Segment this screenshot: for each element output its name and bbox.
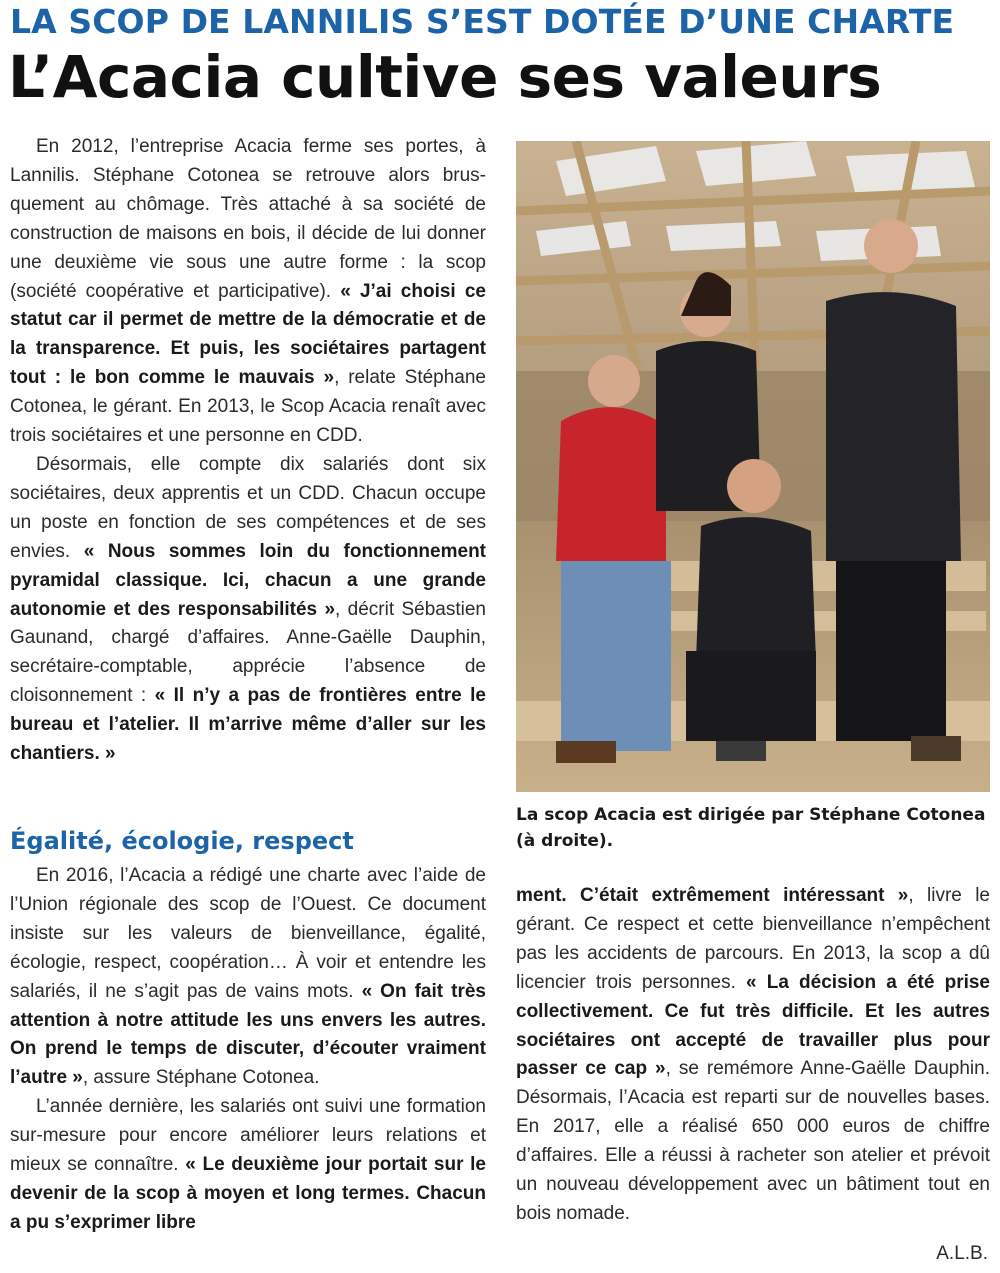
paragraph-1: En 2012, l’entreprise Acacia ferme ses portes, à Lannilis. Stéphane Cotonea se retrouve alors brusquement au chômage. Très attaché à sa société de construction de maisons en bois, il décide de lui donner une deuxième vie sous une autre forme : la scop (société coopérative et participative). « J’ai choisi ce statut car il permet de mettre de la démocratie et de la transparence. Et puis, les sociétaires partagent tout : le bon comme le mauvais », relate Stéphane Cotonea, le gérant. En 2013, le Scop Acacia renaît avec trois sociétaires et une personne en CDD.	[10, 136, 486, 447]
quote-formation: « Le deuxième jour portait sur le devenir de la scop à moyen et long termes. Chacun a pu s’exprimer libre	[10, 1154, 486, 1233]
quote-cotonea-statut: « J’ai choisi ce statut car il permet de mettre de la démocratie et de la transparence. Et puis, les sociétaires partagent tout : le bon comme le mauvais »	[10, 280, 486, 389]
article-column-left-top	[10, 133, 486, 769]
kicker: LA SCOP DE LANNILIS S’EST DOTÉE D’UNE CHARTE	[10, 2, 955, 41]
paragraph-5: ment. C’était extrêmement intéressant », livre le gérant. Ce respect et cette bienveillance n’empêchent pas les accidents de parcours. En 2013, la scop a dû licencier trois personnes. « La décision a été prise collectivement. Ce fut très difficile. Et les autres sociétaires ont accepté de travailler plus pour passer ce cap », se remémore Anne-Gaëlle Dauphin. Désormais, l’Acacia est reparti sur de nouvelles bases. En 2017, elle a réalisé 650 000 euros de chiffre d’affaires. Elle a réussi à racheter son atelier et prévoit un nouveau développement avec un bâtiment tout en bois nomade.	[516, 885, 990, 1224]
paragraph-2: Désormais, elle compte dix salariés dont six sociétaires, deux apprentis et un CDD. Chacun occupe un poste en fonction de ses compétences et de ses envies. « Nous sommes loin du fonctionnement pyramidal classique. Ici, chacun a une grande autonomie et des responsabilités », décrit Sébastien Gaunand, chargé d’affaires. Anne-Gaëlle Dauphin, secrétaire-comptable, apprécie l’absence de cloisonnement : « Il n’y a pas de frontières entre le bureau et l’atelier. Il m’arrive même d’aller sur les chantiers. »	[10, 453, 486, 765]
quote-cotonea-attitude: « On fait très attention à notre attitude les uns envers les autres. On prend le temps de discuter, d’écouter vraiment l’autre »	[10, 980, 486, 1089]
section-subheading: Égalité, écologie, respect	[10, 827, 354, 855]
headline: L’Acacia cultive ses valeurs	[8, 43, 882, 111]
quote-dauphin-decision: « La décision a été prise collectivement. Ce fut très difficile. Et les autres sociétaires ont accepté de travailler plus pour passer ce cap »	[516, 971, 990, 1080]
quote-formation-end: ment. C’était extrêmement intéressant »	[516, 885, 909, 906]
team-photo	[516, 141, 990, 792]
article-column-right-bottom	[516, 882, 990, 1229]
byline: A.L.B.	[936, 1243, 988, 1264]
photo-caption: La scop Acacia est dirigée par Stéphane Cotonea (à droite).	[516, 805, 986, 851]
quote-gaunand: « Nous sommes loin du fonctionnement pyramidal classique. Ici, chacun a une grande autonomie et des responsabilités »	[10, 540, 486, 620]
paragraph-3: En 2016, l’Acacia a rédigé une charte avec l’aide de l’Union régionale des scop de l’Ouest. Ce document insiste sur les valeurs de bienveillance, égalité, écologie, respect, coopération… À voir et entendre les salariés, il ne s’agit pas de vains mots. « On fait très attention à notre attitude les uns envers les autres. On prend le temps de discuter, d’écouter vraiment l’autre », assure Stéphane Cotonea.	[10, 865, 486, 1089]
article-column-left-bottom	[10, 862, 486, 1238]
quote-dauphin-atelier: « Il n’y a pas de frontières entre le bureau et l’atelier. Il m’arrive même d’aller sur les chantiers. »	[10, 685, 486, 765]
paragraph-4: L’année dernière, les salariés ont suivi une formation sur-mesure pour encore améliorer leurs relations et mieux se connaître. « Le deuxième jour portait sur le devenir de la scop à moyen et long termes. Chacun a pu s’exprimer libre	[10, 1096, 486, 1233]
workshop-photo-illustration	[516, 141, 990, 792]
